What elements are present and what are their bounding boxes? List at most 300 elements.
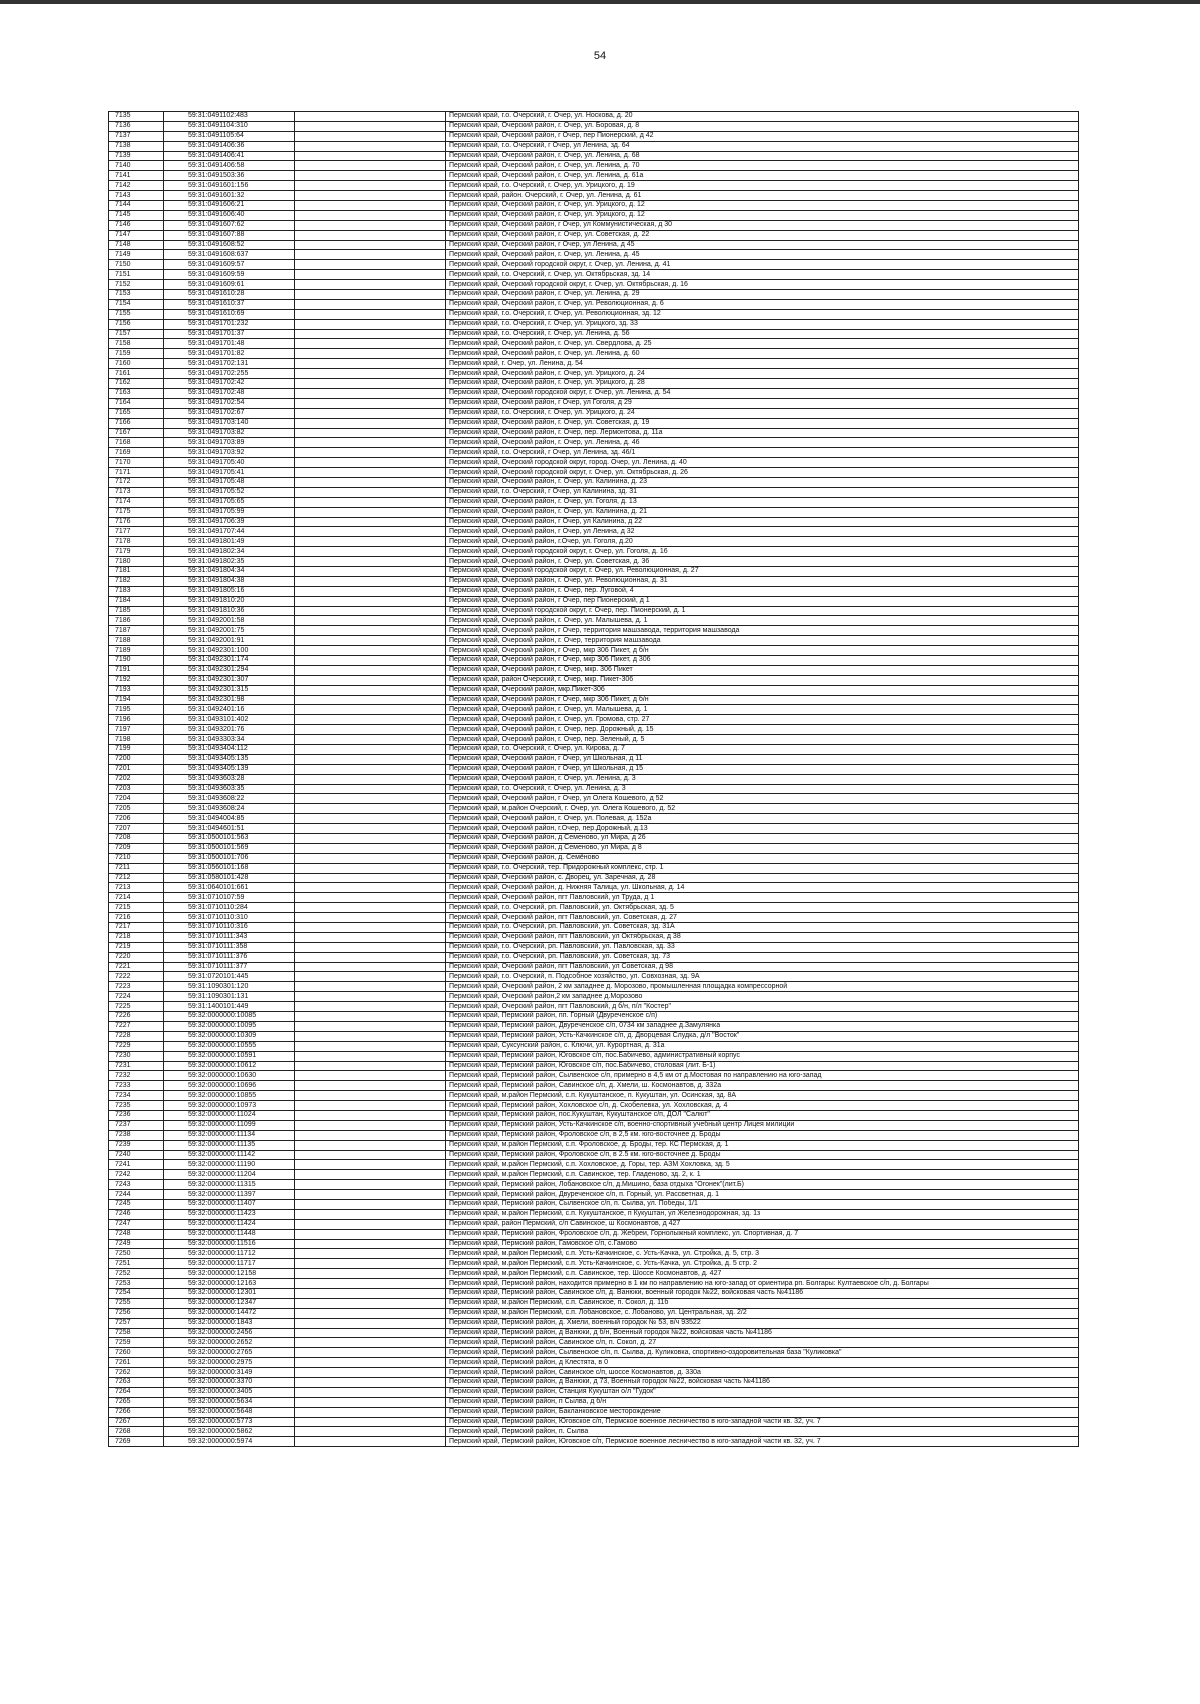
cadastral-number: 59:31:0710111:377 <box>164 962 295 972</box>
cadastral-number: 59:31:0491503:36 <box>164 171 295 181</box>
address: Пермский край, Очерский городской округ, город. Очер, ул. Ленина, д. 40 <box>446 458 1079 468</box>
cadastral-number: 59:31:0492001:75 <box>164 626 295 636</box>
address: Пермский край, Очерский район, г. Очер, ул. Ленина, д. 45 <box>446 250 1079 260</box>
table-row <box>109 655 1079 665</box>
cadastral-number: 59:31:0493404:112 <box>164 745 295 755</box>
row-number: 7202 <box>109 774 164 784</box>
address: Пермский край, м.район Пермский, с.п. Кукуштанское, п Кукуштан, ул Железнодорожная, зд. 1з <box>446 1209 1079 1219</box>
table-row <box>109 1427 1079 1437</box>
address: Пермский край, г.о. Очерский, г. Очер, ул. Октябрьская, зд. 14 <box>446 270 1079 280</box>
empty-cell <box>295 1318 446 1328</box>
table-row <box>109 1031 1079 1041</box>
row-number: 7166 <box>109 418 164 428</box>
row-number: 7206 <box>109 814 164 824</box>
address: Пермский край, Очерский район, г Очер, ул Олега Кошевого, д 52 <box>446 794 1079 804</box>
cadastral-number: 59:31:0493603:28 <box>164 774 295 784</box>
row-number: 7215 <box>109 903 164 913</box>
address: Пермский край, Пермский район, Двуреченское с/п, 0734 км западнее д.Замулянка <box>446 1021 1079 1031</box>
row-number: 7201 <box>109 764 164 774</box>
cadastral-number: 59:31:0491810:20 <box>164 596 295 606</box>
cadastral-number: 59:31:0491105:64 <box>164 131 295 141</box>
address: Пермский край, Очерский район, г Очер, мкр 306 Пикет, д б/н <box>446 646 1079 656</box>
row-number: 7268 <box>109 1427 164 1437</box>
address: Пермский край, Пермский район, Савинское с/п, шоссе Космонавтов, д. 330а <box>446 1368 1079 1378</box>
address: Пермский край, Очерский район, д Семеново, ул Мира, д 8 <box>446 843 1079 853</box>
table-row <box>109 843 1079 853</box>
address: Пермский край, Очерский район, г Очер, пер Пионерский, д 1 <box>446 596 1079 606</box>
table-row <box>109 1012 1079 1022</box>
empty-cell <box>295 824 446 834</box>
row-number: 7247 <box>109 1219 164 1229</box>
table-row <box>109 379 1079 389</box>
row-number: 7196 <box>109 715 164 725</box>
table-row <box>109 428 1079 438</box>
cadastral-number: 59:32:0000000:11134 <box>164 1130 295 1140</box>
row-number: 7220 <box>109 952 164 962</box>
address: Пермский край, Пермский район, Станция Кукуштан о/л "Гудок" <box>446 1387 1079 1397</box>
row-number: 7261 <box>109 1358 164 1368</box>
cadastral-number: 59:32:0000000:5634 <box>164 1397 295 1407</box>
row-number: 7139 <box>109 151 164 161</box>
empty-cell <box>295 1368 446 1378</box>
address: Пермский край, Пермский район, Гамовское с/п, с.Гамово <box>446 1239 1079 1249</box>
cadastral-number: 59:31:0491610:37 <box>164 299 295 309</box>
table-row <box>109 1308 1079 1318</box>
row-number: 7135 <box>109 112 164 122</box>
address: Пермский край, Очерский район, г. Очер, ул. Советская, д. 19 <box>446 418 1079 428</box>
cadastral-number: 59:31:0491606:21 <box>164 201 295 211</box>
row-number: 7185 <box>109 606 164 616</box>
row-number: 7252 <box>109 1269 164 1279</box>
row-number: 7231 <box>109 1061 164 1071</box>
address: Пермский край, м.район Пермский, с.п. Фроловское, д. Броды, тер. КС Пермская, д. 1 <box>446 1140 1079 1150</box>
row-number: 7219 <box>109 942 164 952</box>
cadastral-number: 59:31:0491702:255 <box>164 369 295 379</box>
row-number: 7260 <box>109 1348 164 1358</box>
empty-cell <box>295 596 446 606</box>
row-number: 7227 <box>109 1021 164 1031</box>
empty-cell <box>295 438 446 448</box>
cadastral-number: 59:31:0494601:51 <box>164 824 295 834</box>
row-number: 7218 <box>109 932 164 942</box>
empty-cell <box>295 379 446 389</box>
empty-cell <box>295 646 446 656</box>
empty-cell <box>295 735 446 745</box>
table-row <box>109 1130 1079 1140</box>
address: Пермский край, Очерский район, г. Очер, ул. Громова, стр. 27 <box>446 715 1079 725</box>
row-number: 7191 <box>109 665 164 675</box>
table-row <box>109 893 1079 903</box>
row-number: 7229 <box>109 1041 164 1051</box>
table-row <box>109 1437 1079 1447</box>
cadastral-number: 59:31:0491707:44 <box>164 527 295 537</box>
row-number: 7246 <box>109 1209 164 1219</box>
empty-cell <box>295 843 446 853</box>
empty-cell <box>295 784 446 794</box>
row-number: 7197 <box>109 725 164 735</box>
row-number: 7223 <box>109 982 164 992</box>
address: Пермский край, Пермский район, Сылвенское с/п, п. Сылва, д. Куликовка, спортивно-оздоровительная база "Куликовка" <box>446 1348 1079 1358</box>
table-row <box>109 1021 1079 1031</box>
cadastral-number: 59:32:0000000:10630 <box>164 1071 295 1081</box>
row-number: 7221 <box>109 962 164 972</box>
address: Пермский край, Пермский район, Хохловское с/п, д. Скобелевка, ул. Хохловская, д. 4 <box>446 1101 1079 1111</box>
cadastral-number: 59:32:0000000:11135 <box>164 1140 295 1150</box>
row-number: 7200 <box>109 754 164 764</box>
row-number: 7207 <box>109 824 164 834</box>
row-number: 7141 <box>109 171 164 181</box>
cadastral-number: 59:31:0492301:98 <box>164 695 295 705</box>
cadastral-number: 59:31:0491608:52 <box>164 240 295 250</box>
cadastral-number: 59:32:0000000:11099 <box>164 1120 295 1130</box>
empty-cell <box>295 1160 446 1170</box>
table-row <box>109 131 1079 141</box>
table-row <box>109 507 1079 517</box>
row-number: 7244 <box>109 1190 164 1200</box>
cadastral-number: 59:31:0710110:284 <box>164 903 295 913</box>
cadastral-number: 59:32:0000000:10555 <box>164 1041 295 1051</box>
address: Пермский край, Очерский район, с. Дворец, ул. Заречная, д. 28 <box>446 873 1079 883</box>
empty-cell <box>295 477 446 487</box>
row-number: 7154 <box>109 299 164 309</box>
row-number: 7192 <box>109 675 164 685</box>
cadastral-number: 59:32:0000000:1843 <box>164 1318 295 1328</box>
table-row <box>109 784 1079 794</box>
address: Пермский край, Очерский район, г Очер, ул Калинина, д 22 <box>446 517 1079 527</box>
cadastral-number: 59:31:0491607:62 <box>164 220 295 230</box>
table-row <box>109 626 1079 636</box>
row-number: 7148 <box>109 240 164 250</box>
cadastral-number: 59:31:0491608:637 <box>164 250 295 260</box>
cadastral-number: 59:31:0640101:661 <box>164 883 295 893</box>
cadastral-number: 59:32:0000000:10973 <box>164 1101 295 1111</box>
address: Пермский край, г.о. Очерский, г. Очер, ул. Ленина, д. 56 <box>446 329 1079 339</box>
address: Пермский край, Пермский район, д Клестята, в 0 <box>446 1358 1079 1368</box>
empty-cell <box>295 636 446 646</box>
empty-cell <box>295 685 446 695</box>
table-row <box>109 665 1079 675</box>
registry-table <box>108 111 1079 1447</box>
row-number: 7233 <box>109 1081 164 1091</box>
empty-cell <box>295 1140 446 1150</box>
row-number: 7263 <box>109 1378 164 1388</box>
table-row <box>109 1229 1079 1239</box>
row-number: 7238 <box>109 1130 164 1140</box>
empty-cell <box>295 418 446 428</box>
cadastral-number: 59:31:0491706:39 <box>164 517 295 527</box>
cadastral-number: 59:31:0491701:82 <box>164 349 295 359</box>
table-row <box>109 1368 1079 1378</box>
address: Пермский край, г.о. Очерский, г. Очер, ул. Урицкого, зд. 33 <box>446 319 1079 329</box>
row-number: 7137 <box>109 131 164 141</box>
address: Пермский край, Пермский район, Сылвенское с/п, п. Сылва, ул. Победы, 1/1 <box>446 1199 1079 1209</box>
address: Пермский край, Очерский район, г. Очер, ул. Малышева, д. 1 <box>446 616 1079 626</box>
table-row <box>109 992 1079 1002</box>
row-number: 7242 <box>109 1170 164 1180</box>
address: Пермский край, Очерский район, пгт Павловский, ул Советская, д 98 <box>446 962 1079 972</box>
address: Пермский край, Очерский район, г.Очер, пер.Дорожный, д.13 <box>446 824 1079 834</box>
table-row <box>109 794 1079 804</box>
row-number: 7155 <box>109 309 164 319</box>
row-number: 7203 <box>109 784 164 794</box>
row-number: 7258 <box>109 1328 164 1338</box>
row-number: 7174 <box>109 497 164 507</box>
cadastral-number: 59:32:0000000:11204 <box>164 1170 295 1180</box>
row-number: 7144 <box>109 201 164 211</box>
cadastral-number: 59:31:0491702:54 <box>164 398 295 408</box>
address: Пермский край, м.район Пермский, с.п. Савинское, п. Сокол, д. 11б <box>446 1298 1079 1308</box>
empty-cell <box>295 1358 446 1368</box>
empty-cell <box>295 952 446 962</box>
empty-cell <box>295 359 446 369</box>
row-number: 7176 <box>109 517 164 527</box>
table-row <box>109 1387 1079 1397</box>
address: Пермский край, Очерский район, г. Очер, ул. Гоголя, д. 13 <box>446 497 1079 507</box>
empty-cell <box>295 764 446 774</box>
cadastral-number: 59:32:0000000:3370 <box>164 1378 295 1388</box>
address: Пермский край, Очерский район, г. Очер, ул. Ленина, д. 29 <box>446 290 1079 300</box>
empty-cell <box>295 280 446 290</box>
address: Пермский край, Очерский район, пгт Павловский, ул. Советская, д. 27 <box>446 913 1079 923</box>
row-number: 7156 <box>109 319 164 329</box>
row-number: 7222 <box>109 972 164 982</box>
empty-cell <box>295 695 446 705</box>
table-row <box>109 398 1079 408</box>
empty-cell <box>295 250 446 260</box>
address: Пермский край, Очерский район, г Очер, ул Гоголя, д 29 <box>446 398 1079 408</box>
address: Пермский край, Очерский район, д. Нижняя Талица, ул. Школьная, д. 14 <box>446 883 1079 893</box>
address: Пермский край, м.район Пермский, с.п. Усть-Качкинское, с. Усть-Качка, ул. Стройка, д. 5, стр. 3 <box>446 1249 1079 1259</box>
registry-table-container <box>108 111 1078 1447</box>
cadastral-number: 59:31:0492301:315 <box>164 685 295 695</box>
table-row <box>109 1328 1079 1338</box>
cadastral-number: 59:32:0000000:11423 <box>164 1209 295 1219</box>
cadastral-number: 59:31:0491702:67 <box>164 408 295 418</box>
address: Пермский край, г.о. Очерский, г Очер, ул Ленина, зд. 64 <box>446 141 1079 151</box>
address: Пермский край, г.о. Очерский, г Очер, ул Калинина, зд. 31 <box>446 487 1079 497</box>
empty-cell <box>295 220 446 230</box>
row-number: 7163 <box>109 388 164 398</box>
address: Пермский край, Пермский район, Савинское с/п, д. Ванюки, военный городок №22, войсковая часть №41186 <box>446 1288 1079 1298</box>
address: Пермский край, Очерский район, г. Очер, ул. Революционная, д. 6 <box>446 299 1079 309</box>
row-number: 7172 <box>109 477 164 487</box>
cadastral-number: 59:31:0491701:37 <box>164 329 295 339</box>
empty-cell <box>295 932 446 942</box>
table-row <box>109 774 1079 784</box>
table-row <box>109 458 1079 468</box>
empty-cell <box>295 141 446 151</box>
empty-cell <box>295 1229 446 1239</box>
address: Пермский край, Очерский район, г. Очер, ул. Калинина, д. 23 <box>446 477 1079 487</box>
row-number: 7265 <box>109 1397 164 1407</box>
address: Пермский край, Очерский городской округ, г. Очер, ул. Ленина, д. 41 <box>446 260 1079 270</box>
table-row <box>109 1081 1079 1091</box>
cadastral-number: 59:31:0491601:32 <box>164 191 295 201</box>
table-row <box>109 418 1079 428</box>
address: Пермский край, Очерский район, г. Очер, ул. Ленина, д. 70 <box>446 161 1079 171</box>
empty-cell <box>295 1407 446 1417</box>
table-row <box>109 873 1079 883</box>
table-row <box>109 260 1079 270</box>
row-number: 7264 <box>109 1387 164 1397</box>
row-number: 7146 <box>109 220 164 230</box>
address: Пермский край, г.о. Очерский, тер. Придорожный комплекс, стр. 1 <box>446 863 1079 873</box>
row-number: 7183 <box>109 586 164 596</box>
address: Пермский край, Очерский район, г. Очер, ул. Урицкого, д. 28 <box>446 379 1079 389</box>
address: Пермский край, Пермский район, пос.Кукуштан, Кукуштанское с/п, ДОЛ "Салют" <box>446 1110 1079 1120</box>
address: Пермский край, Очерский район, д Семеново, ул Мира, д 26 <box>446 834 1079 844</box>
cadastral-number: 59:31:0491406:36 <box>164 141 295 151</box>
cadastral-number: 59:32:0000000:11142 <box>164 1150 295 1160</box>
cadastral-number: 59:31:0710110:316 <box>164 923 295 933</box>
empty-cell <box>295 992 446 1002</box>
table-row <box>109 745 1079 755</box>
address: Пермский край, Очерский район, г. Очер, ул. Малышева, д. 1 <box>446 705 1079 715</box>
address: Пермский край, Пермский район, Юговское с/п, пос.Бабичево, столовая (лит. Б-1) <box>446 1061 1079 1071</box>
address: Пермский край, г.о. Очерский, г. Очер, ул. Кирова, д. 7 <box>446 745 1079 755</box>
address: Пермский край, Пермский район, Юговское с/п, Пермское военное лесничество в юго-западной части кв. 32, уч. 7 <box>446 1417 1079 1427</box>
table-row <box>109 270 1079 280</box>
row-number: 7194 <box>109 695 164 705</box>
table-row <box>109 537 1079 547</box>
empty-cell <box>295 883 446 893</box>
cadastral-number: 59:31:0491801:49 <box>164 537 295 547</box>
table-row <box>109 487 1079 497</box>
empty-cell <box>295 547 446 557</box>
row-number: 7152 <box>109 280 164 290</box>
cadastral-number: 59:31:0491610:28 <box>164 290 295 300</box>
table-row <box>109 764 1079 774</box>
cadastral-number: 59:31:0500101:569 <box>164 843 295 853</box>
table-row <box>109 1160 1079 1170</box>
cadastral-number: 59:32:0000000:12163 <box>164 1279 295 1289</box>
row-number: 7175 <box>109 507 164 517</box>
cadastral-number: 59:31:0710111:358 <box>164 942 295 952</box>
empty-cell <box>295 1427 446 1437</box>
cadastral-number: 59:31:0491702:131 <box>164 359 295 369</box>
cadastral-number: 59:32:0000000:11315 <box>164 1180 295 1190</box>
empty-cell <box>295 863 446 873</box>
table-row <box>109 408 1079 418</box>
table-row <box>109 685 1079 695</box>
row-number: 7170 <box>109 458 164 468</box>
cadastral-number: 59:31:0710107:59 <box>164 893 295 903</box>
address: Пермский край, Очерский район, г. Очер, ул. Советская, д. 36 <box>446 557 1079 567</box>
table-row <box>109 220 1079 230</box>
cadastral-number: 59:31:0493405:135 <box>164 754 295 764</box>
table-row <box>109 141 1079 151</box>
cadastral-number: 59:31:0580101:428 <box>164 873 295 883</box>
cadastral-number: 59:32:0000000:11717 <box>164 1259 295 1269</box>
empty-cell <box>295 270 446 280</box>
empty-cell <box>295 1071 446 1081</box>
cadastral-number: 59:32:0000000:11397 <box>164 1190 295 1200</box>
row-number: 7237 <box>109 1120 164 1130</box>
address: Пермский край, Очерский городской округ, г. Очер, ул. Революционная, д. 27 <box>446 566 1079 576</box>
row-number: 7234 <box>109 1091 164 1101</box>
empty-cell <box>295 1308 446 1318</box>
empty-cell <box>295 121 446 131</box>
cadastral-number: 59:31:0710111:343 <box>164 932 295 942</box>
table-row <box>109 1417 1079 1427</box>
empty-cell <box>295 112 446 122</box>
table-row <box>109 1219 1079 1229</box>
table-row <box>109 853 1079 863</box>
row-number: 7178 <box>109 537 164 547</box>
table-row <box>109 952 1079 962</box>
address: Пермский край, Очерский район, г Очер, мкр 306 Пикет, д б/н <box>446 695 1079 705</box>
table-row <box>109 834 1079 844</box>
address: Пермский край, район Пермский, с/п Савинское, ш Космонавтов, д 427 <box>446 1219 1079 1229</box>
cadastral-number: 59:31:0492001:91 <box>164 636 295 646</box>
address: Пермский край, Очерский район, г Очер, территория машзавода, территория машзавода <box>446 626 1079 636</box>
row-number: 7210 <box>109 853 164 863</box>
row-number: 7145 <box>109 210 164 220</box>
table-row <box>109 448 1079 458</box>
row-number: 7254 <box>109 1288 164 1298</box>
cadastral-number: 59:32:0000000:12301 <box>164 1288 295 1298</box>
table-row <box>109 1071 1079 1081</box>
address: Пермский край, г.о. Очерский, г. Очер, ул. Носкова, д. 20 <box>446 112 1079 122</box>
row-number: 7160 <box>109 359 164 369</box>
cadastral-number: 59:32:0000000:2652 <box>164 1338 295 1348</box>
address: Пермский край, Пермский район, пп. Горный (Двуреченское с/п) <box>446 1012 1079 1022</box>
cadastral-number: 59:31:0492001:58 <box>164 616 295 626</box>
row-number: 7251 <box>109 1259 164 1269</box>
empty-cell <box>295 1061 446 1071</box>
row-number: 7165 <box>109 408 164 418</box>
cadastral-number: 59:31:0493608:24 <box>164 804 295 814</box>
address: Пермский край, г.о. Очерский, г. Очер, ул. Урицкого, д. 19 <box>446 181 1079 191</box>
address: Пермский край, Пермский район, Фроловское с/п, в 2,5 км. юго-восточнее д. Броды <box>446 1130 1079 1140</box>
row-number: 7187 <box>109 626 164 636</box>
table-row <box>109 1348 1079 1358</box>
cadastral-number: 59:32:0000000:10095 <box>164 1021 295 1031</box>
empty-cell <box>295 1288 446 1298</box>
cadastral-number: 59:31:0491802:34 <box>164 547 295 557</box>
table-row <box>109 191 1079 201</box>
row-number: 7164 <box>109 398 164 408</box>
address: Пермский край, Очерский район, г. Очер, ул. Ленина, д. 68 <box>446 151 1079 161</box>
row-number: 7150 <box>109 260 164 270</box>
cadastral-number: 59:32:0000000:5974 <box>164 1437 295 1447</box>
empty-cell <box>295 1041 446 1051</box>
row-number: 7161 <box>109 369 164 379</box>
address: Пермский край, Пермский район, д. Хмели, военный городок № 53, в/ч 93522 <box>446 1318 1079 1328</box>
cadastral-number: 59:32:0000000:2765 <box>164 1348 295 1358</box>
cadastral-number: 59:31:0491406:41 <box>164 151 295 161</box>
table-row <box>109 962 1079 972</box>
row-number: 7193 <box>109 685 164 695</box>
empty-cell <box>295 517 446 527</box>
table-row <box>109 1051 1079 1061</box>
table-row <box>109 616 1079 626</box>
table-row <box>109 982 1079 992</box>
empty-cell <box>295 923 446 933</box>
empty-cell <box>295 903 446 913</box>
address: Пермский край, Очерский район, г. Очер, ул. Ленина, д. 61а <box>446 171 1079 181</box>
address: Пермский край, м.район Пермский, с.п. Усть-Качкинское, с. Усть-Качка, ул. Стройка, д. 5 стр. 2 <box>446 1259 1079 1269</box>
address: Пермский край, Пермский район, Савинское с/п, д. Хмели, ш. Космонавтов, д. 332а <box>446 1081 1079 1091</box>
empty-cell <box>295 309 446 319</box>
empty-cell <box>295 487 446 497</box>
table-row <box>109 477 1079 487</box>
empty-cell <box>295 982 446 992</box>
empty-cell <box>295 1239 446 1249</box>
cadastral-number: 59:32:0000000:11024 <box>164 1110 295 1120</box>
table-row <box>109 1120 1079 1130</box>
cadastral-number: 59:31:0493603:35 <box>164 784 295 794</box>
